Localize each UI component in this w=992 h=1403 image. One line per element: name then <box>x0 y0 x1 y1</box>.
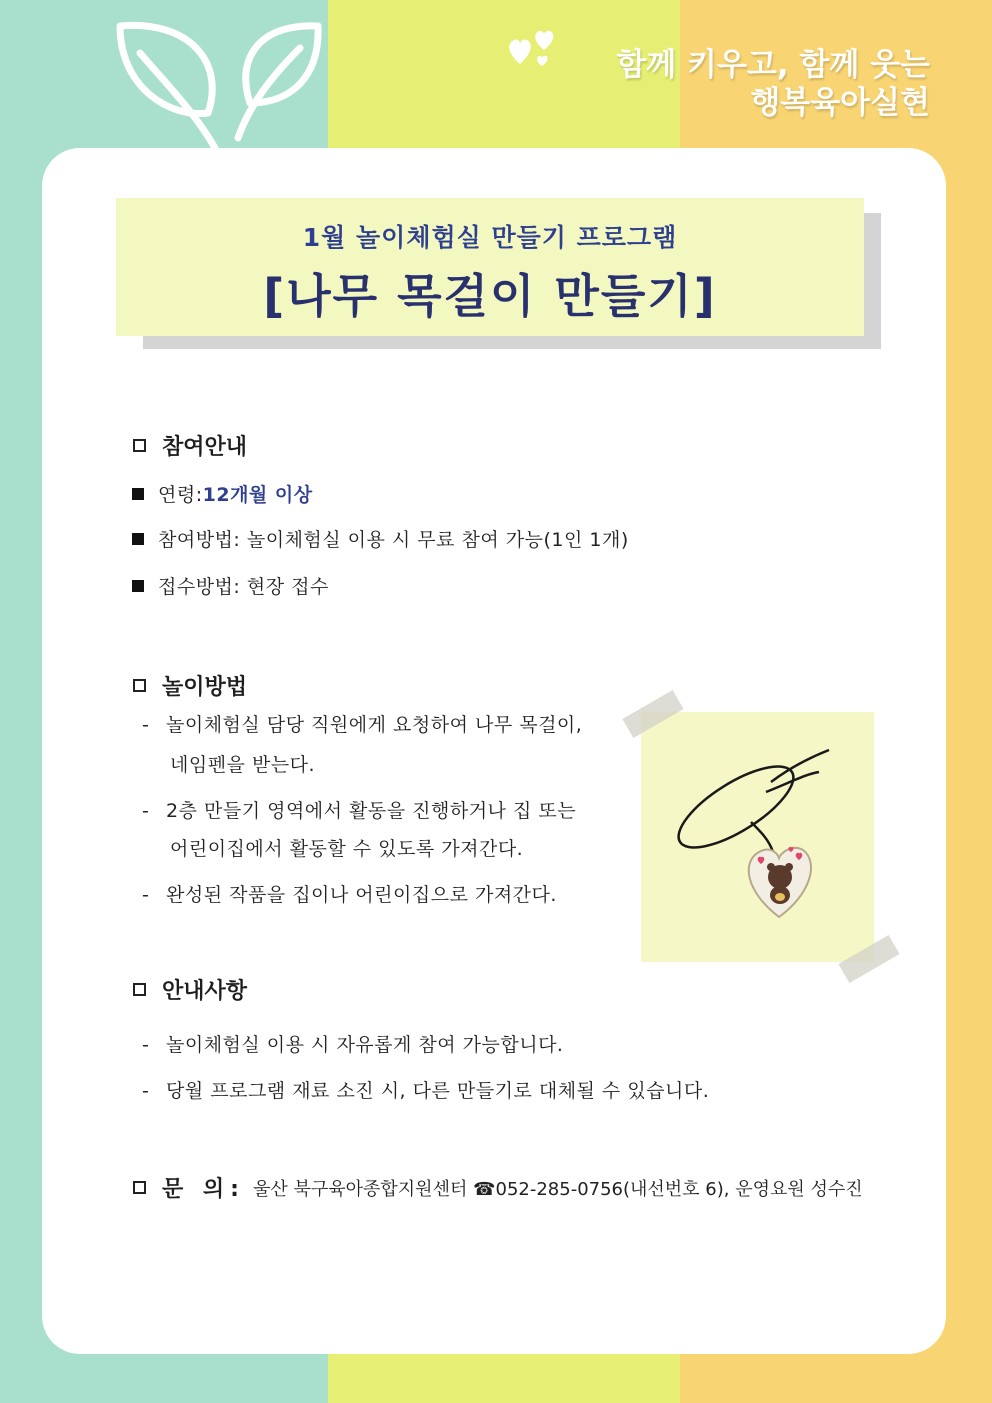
empty-square-bullet-icon <box>133 983 146 996</box>
filled-square-bullet-icon <box>132 533 144 545</box>
program-title: [나무 목걸이 만들기] <box>263 269 717 323</box>
play-item-2: - 2층 만들기 영역에서 활동을 진행하거나 집 또는 <box>142 800 577 822</box>
necklace-photo <box>641 712 874 962</box>
leaf-outline-icon <box>110 18 330 153</box>
notice-heading <box>133 974 247 1005</box>
method-line <box>132 525 629 552</box>
age-line <box>132 480 313 507</box>
participation-heading-text: 참여안내 <box>162 435 248 460</box>
reception-text: 접수방법: 현장 접수 <box>158 576 329 598</box>
contact-value: 울산 북구육아종합지원센터 ☎052-285-0756(내선번호 6), 운영요원 성수진 <box>252 1178 863 1200</box>
age-value: 12개월 이상 <box>202 484 313 506</box>
play-heading <box>133 670 247 701</box>
play-item-2-cont: 어린이집에서 활동할 수 있도록 가져간다. <box>170 838 524 860</box>
program-subtitle: 1월 놀이체험실 만들기 프로그램 <box>302 223 678 252</box>
play-item-3: - 완성된 작품을 집이나 어린이집으로 가져간다. <box>142 884 557 906</box>
reception-line <box>132 572 329 599</box>
notice-item-2: - 당월 프로그램 재료 소진 시, 다른 만들기로 대체될 수 있습니다. <box>142 1080 710 1102</box>
play-item-1: - 놀이체험실 담당 직원에게 요청하여 나무 목걸이, <box>142 714 583 736</box>
slogan <box>616 46 930 122</box>
play-heading-text: 놀이방법 <box>162 675 248 700</box>
slogan-line-2: 행복육아실현 <box>750 85 930 121</box>
contact-label: 문 의: <box>162 1177 245 1202</box>
empty-square-bullet-icon <box>133 1181 146 1194</box>
filled-square-bullet-icon <box>132 488 144 500</box>
method-text: 참여방법: 놀이체험실 이용 시 무료 참여 가능(1인 1개) <box>158 529 629 551</box>
age-label: 연령: <box>158 484 203 506</box>
empty-square-bullet-icon <box>133 439 146 452</box>
slogan-line-1: 함께 키우고, 함께 웃는 <box>616 47 930 83</box>
participation-heading <box>133 430 247 461</box>
contact-line <box>133 1172 863 1203</box>
filled-square-bullet-icon <box>132 580 144 592</box>
wooden-necklace-image <box>641 712 874 962</box>
empty-square-bullet-icon <box>133 679 146 692</box>
hearts-icon <box>506 24 566 70</box>
play-item-1-cont: 네임펜을 받는다. <box>170 754 316 776</box>
notice-heading-text: 안내사항 <box>162 979 248 1004</box>
notice-item-1: - 놀이체험실 이용 시 자유롭게 참여 가능합니다. <box>142 1034 564 1056</box>
title-box <box>116 198 864 336</box>
